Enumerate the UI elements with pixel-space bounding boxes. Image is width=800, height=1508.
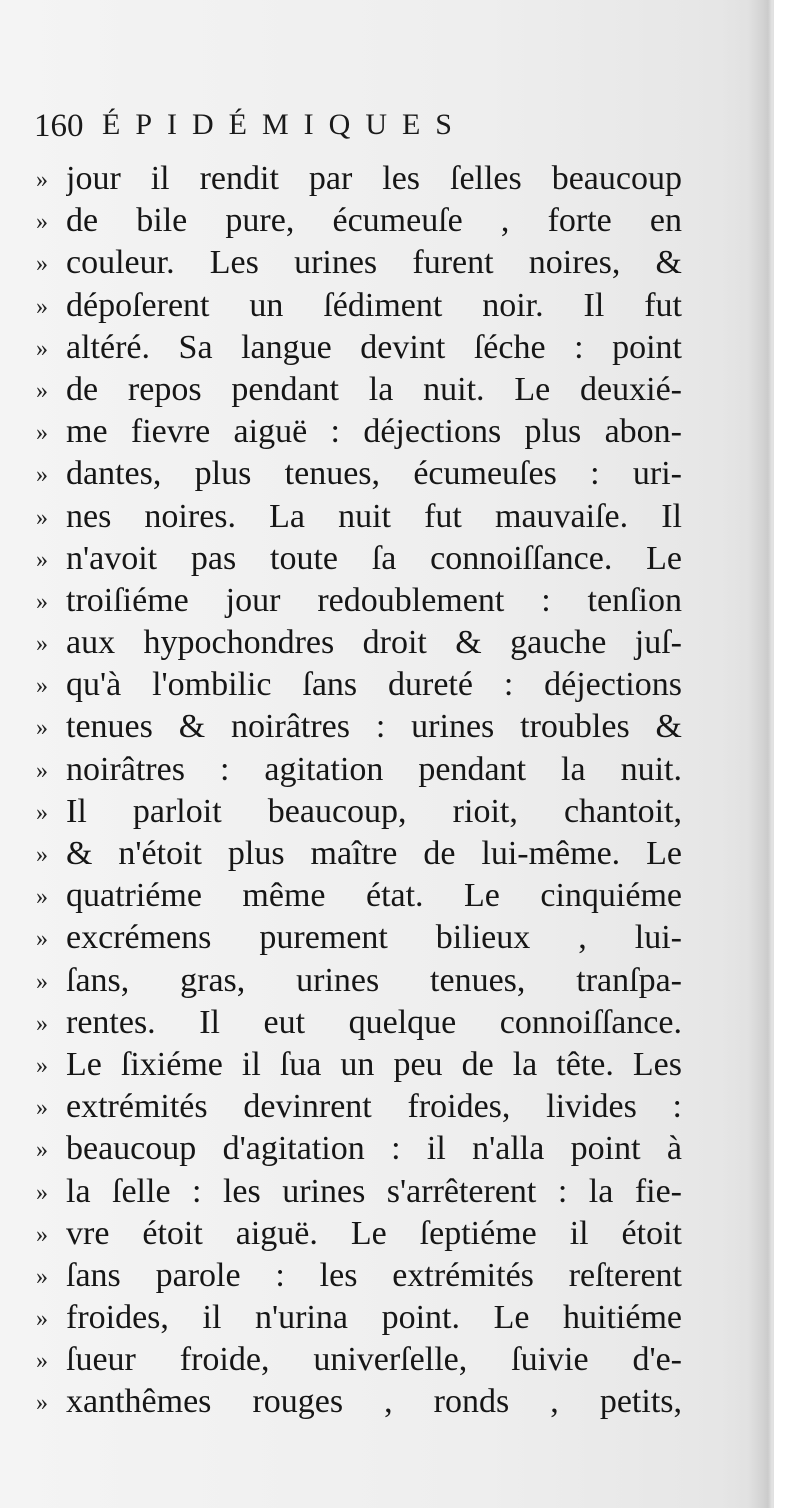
guillemet-mark: » — [36, 209, 48, 236]
guillemet-mark: » — [36, 673, 48, 700]
running-head — [34, 108, 674, 152]
guillemet-mark: » — [36, 799, 48, 826]
guillemet-mark: » — [36, 504, 48, 531]
line-text: troiſiéme jour redoublement : tenſion — [66, 581, 682, 619]
guillemet-mark: » — [36, 167, 48, 193]
right-margin — [774, 0, 800, 1508]
text-line — [36, 1339, 682, 1381]
guillemet-mark: » — [36, 842, 48, 868]
line-text: Il parloit beaucoup, rioit, chantoit, — [66, 792, 682, 830]
page-edge-shadow — [748, 0, 774, 1508]
line-text: xanthêmes rouges , ronds , petits, — [66, 1383, 682, 1421]
line-text: extrémités devinrent froides, livides : — [66, 1088, 682, 1126]
text-line — [36, 200, 682, 242]
guillemet-mark: » — [36, 1052, 48, 1079]
line-text: noirâtres : agitation pendant la nuit. — [66, 750, 682, 788]
line-text: de bile pure, écumeuſe , forte en — [66, 202, 682, 240]
guillemet-mark: » — [36, 757, 48, 784]
line-text: quatriéme même état. Le cinquiéme — [66, 877, 682, 915]
page-number: 160 — [34, 108, 84, 144]
guillemet-mark: » — [36, 1263, 48, 1290]
guillemet-mark: » — [36, 1306, 48, 1333]
line-text: nes noires. La nuit fut mauvaiſe. Il — [66, 497, 682, 535]
guillemet-mark: » — [36, 462, 48, 489]
line-text: la ſelle : les urines s'arrêterent : la fie- — [66, 1172, 682, 1210]
text-line — [36, 875, 682, 917]
text-line — [36, 706, 682, 748]
text-line — [36, 917, 682, 959]
guillemet-mark: » — [36, 420, 48, 447]
guillemet-mark: » — [36, 588, 48, 615]
line-text: excrémens purement bilieux , lui- — [66, 919, 682, 957]
text-line — [36, 580, 682, 622]
line-text: beaucoup d'agitation : il n'alla point à — [66, 1130, 682, 1168]
line-text: vre étoit aiguë. Le ſeptiéme il étoit — [66, 1214, 682, 1252]
line-text: tenues & noirâtres : urines troubles & — [66, 708, 682, 746]
line-text: altéré. Sa langue devint ſéche : point — [66, 328, 682, 366]
line-text: me fievre aiguë : déjections plus abon- — [66, 413, 682, 451]
text-line — [36, 1381, 682, 1423]
text-line — [36, 791, 682, 833]
guillemet-mark: » — [36, 1179, 48, 1206]
text-line — [36, 960, 682, 1002]
text-line — [36, 538, 682, 580]
guillemet-mark: » — [36, 377, 48, 404]
text-line — [36, 496, 682, 538]
guillemet-mark: » — [36, 293, 48, 320]
guillemet-mark: » — [36, 1390, 48, 1417]
text-line — [36, 327, 682, 369]
guillemet-mark: » — [36, 546, 48, 573]
guillemet-mark: » — [36, 1137, 48, 1164]
line-text: aux hypochondres droit & gauche juſ- — [66, 624, 682, 662]
text-line — [36, 411, 682, 453]
text-line — [36, 369, 682, 411]
line-text: dantes, plus tenues, écumeuſes : uri- — [66, 455, 682, 493]
line-text: dépoſerent un ſédiment noir. Il fut — [66, 286, 682, 324]
guillemet-mark: » — [36, 715, 48, 742]
text-line — [36, 1213, 682, 1255]
line-text: ſans parole : les extrémités reſterent — [66, 1256, 682, 1294]
text-line — [36, 664, 682, 706]
text-line — [36, 622, 682, 664]
line-text: de repos pendant la nuit. Le deuxié- — [66, 370, 682, 408]
line-text: qu'à l'ombilic ſans dureté : déjections — [66, 666, 682, 704]
line-text: jour il rendit par les ſelles beaucoup — [66, 160, 682, 197]
guillemet-mark: » — [36, 926, 48, 953]
guillemet-mark: » — [36, 335, 48, 362]
running-title: ÉPIDÉMIQUES — [102, 108, 467, 141]
guillemet-mark: » — [36, 968, 48, 995]
text-line — [36, 1128, 682, 1170]
line-text: n'avoit pas toute ſa connoiſſance. Le — [66, 539, 682, 577]
guillemet-mark: » — [36, 1348, 48, 1375]
line-text: froides, il n'urina point. Le huitiéme — [66, 1299, 682, 1337]
guillemet-mark: » — [36, 1095, 48, 1122]
text-line — [36, 1086, 682, 1128]
guillemet-mark: » — [36, 631, 48, 658]
line-text: ſans, gras, urines tenues, tranſpa- — [66, 961, 682, 999]
line-text: couleur. Les urines furent noires, & — [66, 244, 682, 282]
line-text: Le ſixiéme il ſua un peu de la tête. Les — [66, 1045, 682, 1083]
text-line — [36, 285, 682, 327]
text-line — [36, 1002, 682, 1044]
text-line — [36, 1171, 682, 1213]
line-text: & n'étoit plus maître de lui-même. Le — [66, 835, 682, 872]
text-line — [36, 158, 682, 200]
text-line — [36, 833, 682, 875]
guillemet-mark: » — [36, 884, 48, 911]
text-line — [36, 1044, 682, 1086]
text-line — [36, 453, 682, 495]
text-line — [36, 1297, 682, 1339]
text-line — [36, 749, 682, 791]
guillemet-mark: » — [36, 1221, 48, 1248]
line-text: ſueur froide, univerſelle, ſuivie d'e- — [66, 1341, 682, 1379]
text-block — [36, 158, 682, 1424]
guillemet-mark: » — [36, 1010, 48, 1037]
text-line — [36, 242, 682, 284]
line-text: rentes. Il eut quelque connoiſſance. — [66, 1003, 682, 1041]
guillemet-mark: » — [36, 251, 48, 278]
text-line — [36, 1255, 682, 1297]
